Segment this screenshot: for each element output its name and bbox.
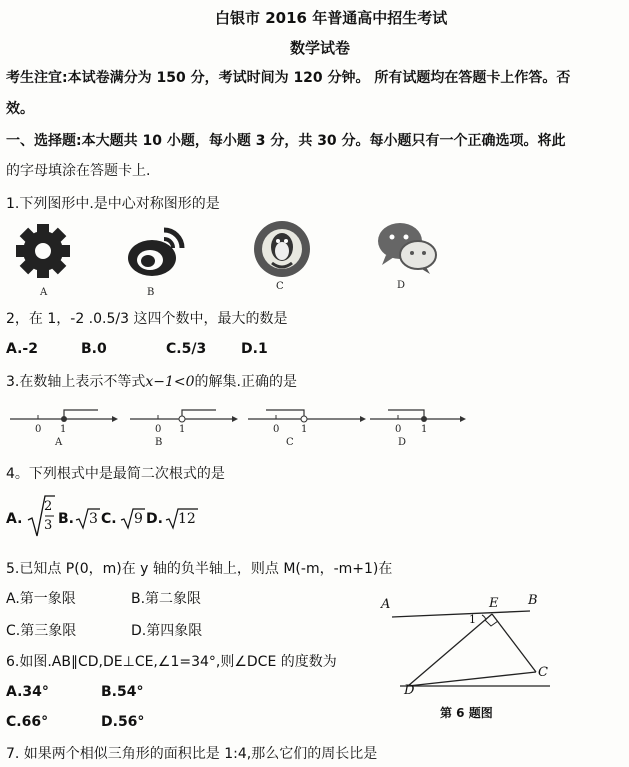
q3-label-b: B <box>155 437 163 448</box>
q6-point-d: D <box>404 683 415 698</box>
q4-option-d: D. <box>146 511 163 527</box>
q5-option-a: A.第一象限 <box>6 591 76 607</box>
q3-inequality: x−1<0 <box>145 374 195 390</box>
q6-option-d: D.56° <box>101 714 145 730</box>
question-7-stem: 7. 如果两个相似三角形的面积比是 1:4,那么它们的周长比是 <box>6 746 378 762</box>
gear-icon <box>14 222 72 280</box>
q6-option-b: B.54° <box>101 684 144 700</box>
q5-option-d: D.第四象限 <box>131 623 203 639</box>
q3c-tick-1: 1 <box>301 424 308 435</box>
q6-point-c: C <box>538 665 548 680</box>
notice-line-1: 考生注宜:本试卷满分为 150 分，考试时间为 120 分钟。 所有试题均在答题卡上作答。否 <box>6 70 571 86</box>
q2-option-d: D.1 <box>241 341 268 357</box>
q2-option-b: B.0 <box>81 341 107 357</box>
q6-point-b: B <box>528 593 538 608</box>
question-1-stem: 1.下列图形中.是中心对称图形的是 <box>6 196 220 212</box>
question-3-stem <box>6 371 297 391</box>
q3-label-d: D <box>398 437 407 448</box>
q3c-tick-0: 0 <box>273 424 280 435</box>
q3d-tick-1: 1 <box>421 424 428 435</box>
q4-option-c: C. <box>101 511 117 527</box>
q6-angle-1: 1 <box>469 613 476 626</box>
q3d-tick-0: 0 <box>395 424 402 435</box>
weibo-icon <box>124 222 188 280</box>
q2-option-a: A.-2 <box>6 341 38 357</box>
q4-radicand-c: 9 <box>134 511 143 527</box>
q3-stem-post: 的解集.正确的是 <box>194 374 297 390</box>
q1-label-d: D <box>397 280 406 291</box>
section-1-line-1: 一、选择题:本大题共 10 小题，每小题 3 分，共 30 分。每小题只有一个正确选项。将此 <box>6 133 566 149</box>
q1-label-b: B <box>147 287 155 298</box>
q3-label-c: C <box>286 437 294 448</box>
exam-subtitle: 数学试卷 <box>290 39 351 57</box>
q3-label-a: A <box>55 437 63 448</box>
q6-option-a: A.34° <box>6 684 49 700</box>
q6-geometry-figure <box>370 595 570 705</box>
q5-option-b: B.第二象限 <box>131 591 202 607</box>
q3b-tick-0: 0 <box>155 424 162 435</box>
q5-option-c: C.第三象限 <box>6 623 77 639</box>
q4-radicand-b: 3 <box>89 511 98 527</box>
q4-option-b: B. <box>58 511 74 527</box>
qq-penguin-icon <box>252 219 312 279</box>
question-5-stem: 5.已知点 P(0，m)在 y 轴的负半轴上，则点 M(-m，-m+1)在 <box>6 561 393 577</box>
q6-point-e: E <box>489 596 499 611</box>
q4-frac-den: 3 <box>44 518 53 533</box>
q3-stem-pre: 3.在数轴上表示不等式 <box>6 374 146 390</box>
wechat-icon <box>374 219 440 275</box>
q1-label-a: A <box>40 287 48 298</box>
question-2-stem: 2，在 1，-2 .0.5/3 这四个数中，最大的数是 <box>6 311 288 327</box>
q6-point-a: A <box>381 597 391 612</box>
q3a-tick-0: 0 <box>35 424 42 435</box>
exam-title: 白银市 2016 年普通高中招生考试 <box>215 9 448 27</box>
q3b-tick-1: 1 <box>179 424 186 435</box>
notice-line-2: 效。 <box>6 101 34 117</box>
q1-label-c: C <box>276 281 284 292</box>
q6-figure-caption: 第 6 题图 <box>440 706 493 720</box>
q6-option-c: C.66° <box>6 714 49 730</box>
question-6-stem: 6.如图.AB∥CD,DE⊥CE,∠1=34°,则∠DCE 的度数为 <box>6 654 337 670</box>
q4-radicand-d: 12 <box>178 511 196 527</box>
q4-frac-num: 2 <box>44 499 53 514</box>
q3a-tick-1: 1 <box>60 424 67 435</box>
question-4-stem: 4。下列根式中是最简二次根式的是 <box>6 466 225 482</box>
q4-option-a: A. <box>6 511 23 527</box>
section-1-line-2: 的字母填涂在答题卡上. <box>6 163 151 179</box>
q2-option-c: C.5/3 <box>166 341 207 357</box>
